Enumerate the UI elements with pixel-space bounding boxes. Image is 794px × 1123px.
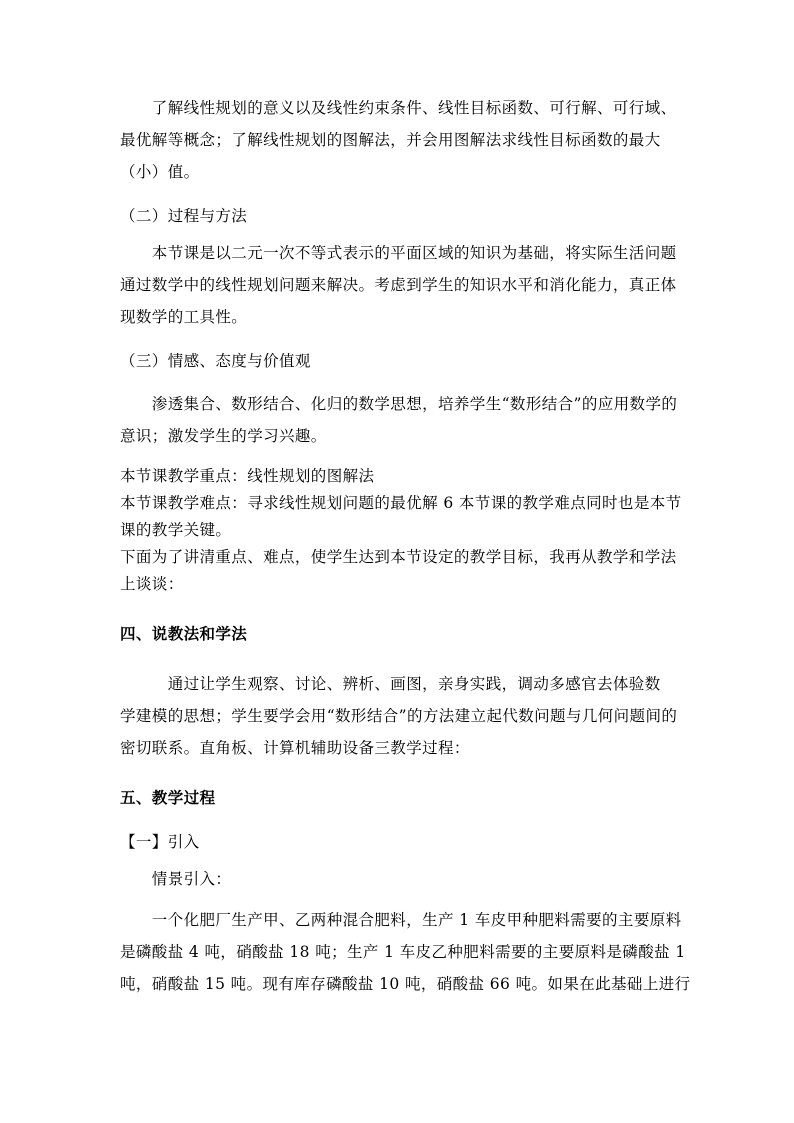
text-line: 渗透集合、数形结合、化归的数学思想，培养学生“数形结合”的应用数学的 — [120, 395, 678, 413]
problem-paragraph — [120, 908, 691, 1004]
key-points-block — [120, 464, 680, 599]
text-line: 吨，硝酸盐 15 吨。现有库存磷酸盐 10 吨，硝酸盐 66 吨。如果在此基础上进行 — [120, 975, 691, 993]
text-line: 课的教学关键。 — [120, 521, 232, 539]
section-heading-teaching-process — [120, 786, 680, 813]
section-heading-methods — [120, 622, 680, 649]
objective-paragraph — [120, 96, 680, 192]
scenario-label — [120, 867, 680, 894]
text-line: 情景引入： — [120, 870, 232, 888]
text-line: 密切联系。直角板、计算机辅助设备三教学过程： — [120, 739, 470, 757]
text-line: 是磷酸盐 4 吨，硝酸盐 18 吨；生产 1 车皮乙种肥料需要的主要原料是磷酸盐 1 — [120, 943, 686, 961]
text-line: 了解线性规划的意义以及线性约束条件、线性目标函数、可行解、可行域、 — [120, 99, 677, 117]
text-line: 现数学的工具性。 — [120, 308, 248, 326]
heading-text: （三）情感、态度与价值观 — [120, 352, 311, 370]
text-line: 学建模的思想；学生要学会用“数形结合”的方法建立起代数问题与几何问题间的 — [120, 707, 678, 725]
section-heading-process — [120, 204, 680, 231]
text-line: 下面为了讲清重点、难点，使学生达到本节设定的教学目标，我再从教学和学法 — [120, 548, 677, 566]
text-line: 通过数学中的线性规划问题来解决。考虑到学生的知识水平和消化能力，真正体 — [120, 276, 677, 294]
heading-text: （二）过程与方法 — [120, 207, 248, 225]
text-line: （小）值。 — [120, 163, 200, 181]
methods-paragraph — [120, 672, 680, 768]
text-line: 一个化肥厂生产甲、乙两种混合肥料，生产 1 车皮甲种肥料需要的主要原料 — [120, 911, 682, 929]
heading-text: 【一】引入 — [120, 833, 200, 851]
process-paragraph — [120, 241, 680, 337]
text-line: 本节课教学重点：线性规划的图解法 — [120, 467, 375, 485]
subheading-introduction — [120, 830, 680, 857]
text-line: 本节课是以二元一次不等式表示的平面区域的知识为基础，将实际生活问题 — [120, 244, 677, 262]
text-line: 最优解等概念；了解线性规划的图解法，并会用图解法求线性目标函数的最大 — [120, 131, 661, 149]
text-line: 上谈谈： — [120, 575, 184, 593]
section-heading-emotion — [120, 349, 680, 376]
heading-text: 四、说教法和学法 — [120, 624, 248, 643]
emotion-paragraph — [120, 392, 680, 456]
text-line: 通过让学生观察、讨论、辨析、画图，亲身实践，调动多感官去体验数 — [120, 675, 661, 693]
heading-text: 五、教学过程 — [120, 788, 216, 807]
text-line: 本节课教学难点：寻求线性规划问题的最优解 6 本节课的教学难点同时也是本节 — [120, 494, 682, 512]
text-line: 意识；激发学生的学习兴趣。 — [120, 427, 327, 445]
